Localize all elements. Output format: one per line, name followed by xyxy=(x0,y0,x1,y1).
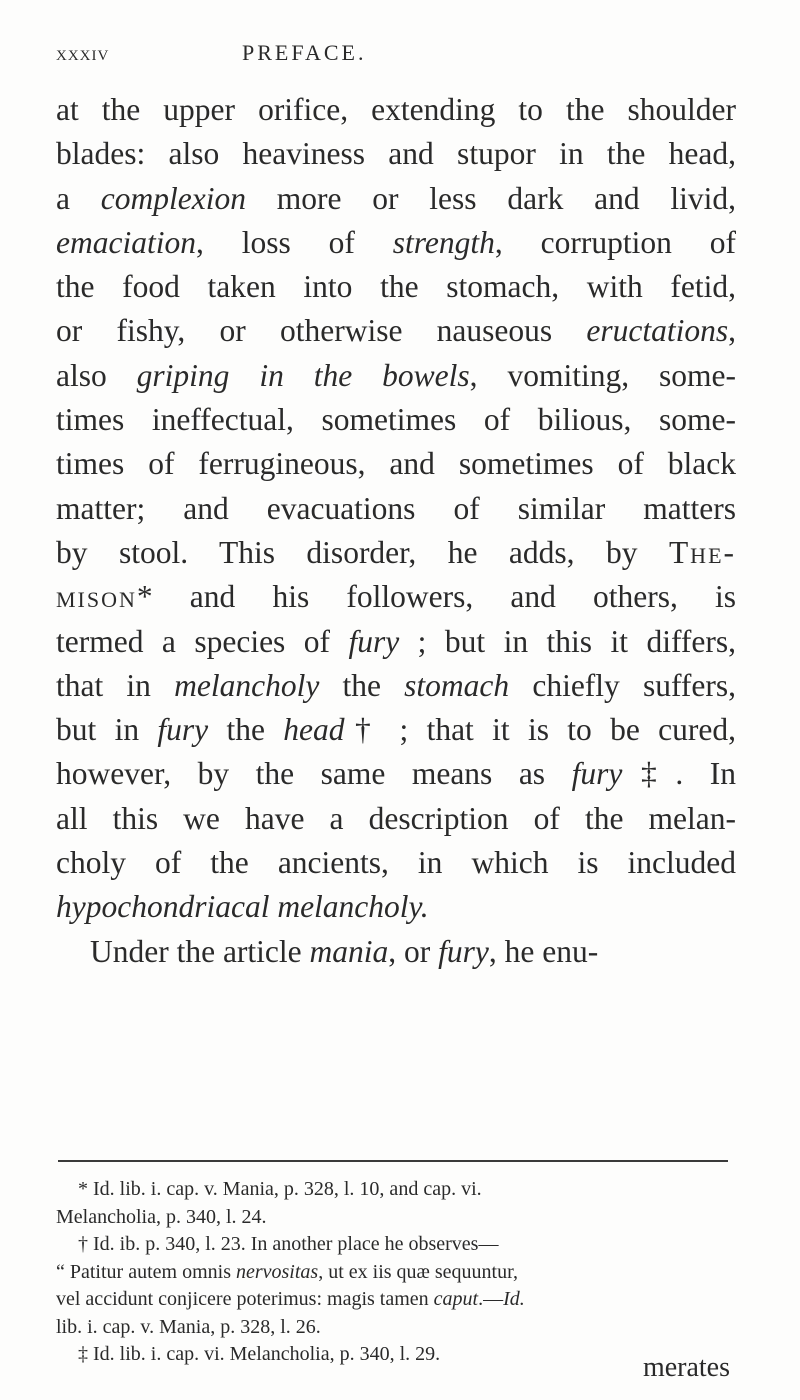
footnote-line: lib. i. cap. v. Mania, p. 328, l. 26. xyxy=(56,1315,321,1338)
catchword: merates xyxy=(642,1352,730,1383)
page-header xyxy=(56,40,740,80)
footnote-line: ‡ Id. lib. i. cap. vi. Melancholia, p. 340, l. 29. xyxy=(78,1343,441,1365)
footnote-rule xyxy=(58,1160,728,1162)
footnotes xyxy=(56,1176,736,1369)
text-line: the food taken into the stomach, with fetid, xyxy=(56,269,736,305)
text-line: all this we have a description of the melan- xyxy=(56,800,736,836)
text-line: by stool. This disorder, he adds, by The- xyxy=(56,534,736,570)
text-line: termed a species of fury ; but in this it differs, xyxy=(56,623,736,659)
text-line: blades: also heaviness and stupor in the head, xyxy=(56,136,736,172)
text-line: but in fury the head† ; that it is to be cured, xyxy=(56,712,737,748)
text-line: hypochondriacal melancholy. xyxy=(56,889,429,925)
text-line: a complexion more or less dark and livid, xyxy=(56,180,737,216)
body-text xyxy=(56,88,736,974)
text-line: times ineffectual, sometimes of bilious, some- xyxy=(56,402,736,438)
text-line: also griping in the bowels, vomiting, some- xyxy=(56,357,736,393)
text-line: Under the article mania, or fury, he enu- xyxy=(90,933,599,969)
text-line: or fishy, or otherwise nauseous eructations, xyxy=(56,313,736,349)
text-line: matter; and evacuations of similar matters xyxy=(56,490,736,526)
text-line: that in melancholy the stomach chiefly suffers, xyxy=(56,667,736,703)
footnote-line: “ Patitur autem omnis nervositas, ut ex iis quæ sequuntur, xyxy=(56,1260,518,1283)
running-head: PREFACE. xyxy=(242,40,367,65)
footnote-line: vel accidunt conjicere poterimus: magis tamen caput.—Id. xyxy=(56,1288,525,1310)
footnote-line: Melancholia, p. 340, l. 24. xyxy=(56,1205,267,1228)
text-line: choly of the ancients, in which is included xyxy=(56,845,736,881)
page-number: xxxiv xyxy=(56,40,110,65)
text-line: times of ferrugineous, and sometimes of black xyxy=(56,446,736,482)
text-line: however, by the same means as fury‡. In xyxy=(56,756,736,792)
footnote-line: * Id. lib. i. cap. v. Mania, p. 328, l. 10, and cap. vi. xyxy=(78,1178,482,1200)
text-line: mison* and his followers, and others, is xyxy=(56,579,736,615)
text-line: emaciation, loss of strength, corruption of xyxy=(56,224,736,260)
text-line: at the upper orifice, extending to the shoulder xyxy=(56,92,736,127)
footnote-line: † Id. ib. p. 340, l. 23. In another place he observes— xyxy=(78,1233,499,1255)
